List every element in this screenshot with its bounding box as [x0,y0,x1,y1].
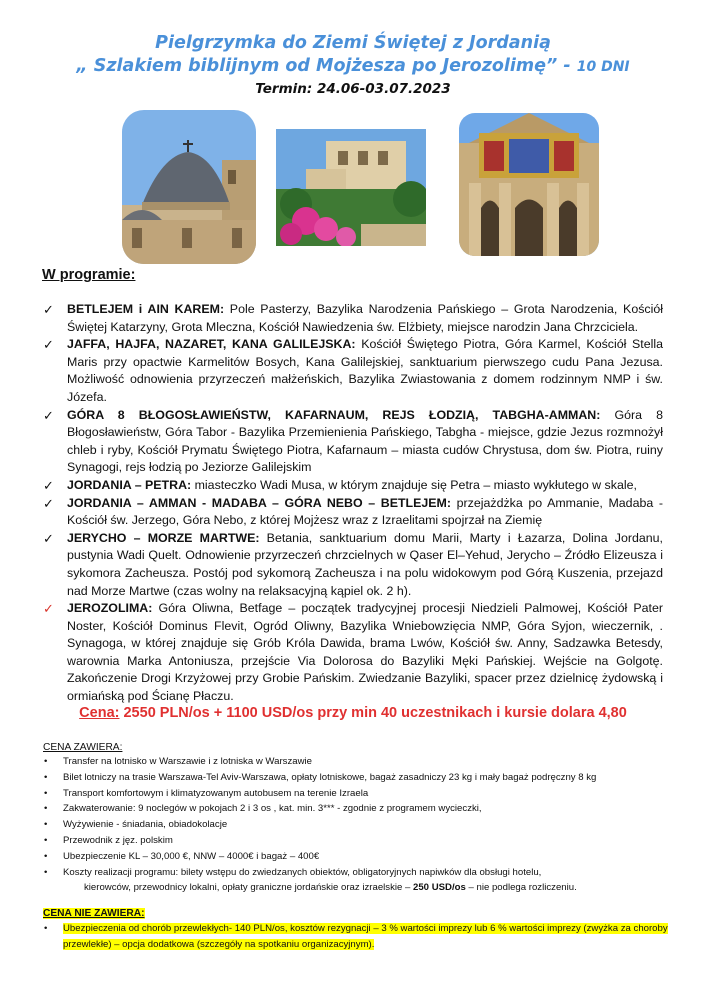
program-item-place: GÓRA 8 BŁOGOSŁAWIEŃSTW, KAFARNAUM, REJS ŁODZIĄ, TABGHA-AMMAN: [67,407,601,422]
program-item-place: JERYCHO – MORZE MARTWE: [67,530,260,545]
list-item [43,865,683,897]
program-item-text: Kościół Świętego Piotra, Góra Karmel, Kościół Stella Maris przy opactwie Karmelitów Bosych, Kana Galilejskiej, sanktuarium pierwszego cudu Pana Jezusa. Możliwość odnowienia przyrzeczeń małżeńskich, Bazylika Zwiastowania z domem rodzinnym NMP i św. Józefa. [67,337,664,404]
program-item [43,477,663,495]
list-item [43,770,683,786]
includes-heading: CENA ZAWIERA: [43,742,123,753]
program-item-text: Góra Oliwna, Betfage – początek tradycyjnej procesji Niedzieli Palmowej, Kościół Pater Noster, Kościół Dominus Flevit, Ogród Oliwny, Bazylika Wniebowzięcia NMP, Góra Syjon, wieczernik, . Synagoga, w której znajduje się Grób Króla Dawida, brama Lwów, Kościół św. Anny, Sadzawka Betesdy, warownia Marka Antoniusza, przejście Via Dolorosa do Bazyliki Męki Pańskiej. Wejście na Golgotę. Zakończenie Drogi Krzyżowej przy Grobie Pańskim. Zwiedzanie Bazyliki, spacer przez dzielnicę żydowską i ormiańską pod Ścianę Płaczu. [67,601,663,704]
list-item-text: Transport komfortowym i klimatyzowanym autobusem na terenie Izraela [63,787,369,799]
list-item-bold: 250 USD/os [413,882,466,894]
bullet-icon: • [44,834,48,846]
red-checkmark-icon: ✓ [43,601,54,617]
list-item [43,921,683,953]
checkmark-icon: ✓ [43,530,54,546]
excludes-list [43,921,683,953]
list-item [43,817,683,833]
program-item-text: Pole Pasterzy, Bazylika Narodzenia Pańskiego – Grota Narodzenia, Kościół Świętej Katarzyny, Grota Mleczna, Kościół Nawiedzenia św. Elżbiety, miejsce narodzin Jana Chrzciciela. [67,302,663,334]
list-item [43,754,683,770]
bullet-icon: • [44,771,48,783]
program-list [43,301,663,706]
program-item-text: miasteczko Wadi Musa, w którym znajduje się Petra – miasto wykłutego w skale, [191,477,637,492]
price-line [0,705,706,721]
list-item [43,786,683,802]
list-item-text: Koszty realizacji programu: bilety wstępu do zwiedzanych obiektów, obligatoryjnych napiwków dla obsługi hotelu, [63,866,542,878]
bullet-icon: • [44,923,48,934]
document-title: Pielgrzymka do Ziemi Świętej z Jordanią [155,33,551,53]
list-item-text: kierowców, przewodnicy lokalni, opłaty graniczne jordańskie oraz izraelskie – [84,882,414,894]
bullet-icon: • [44,756,48,767]
bullet-icon: • [44,866,48,878]
photo-church-domes [122,110,256,264]
list-item-text: Ubezpieczenia od chorób przewlekłych- 140 PLN/os, kosztów rezygnacji – 3 % wartości imprezy lub 6 % wartości imprezy (zwyżka za choroby przewlekłe) – opcja dodatkowa (szczegóły na spotkaniu organizacyjnym). [63,923,668,950]
program-item [43,495,663,530]
photo-garden-flowers [276,129,426,246]
checkmark-icon: ✓ [43,407,54,423]
checkmark-icon: ✓ [43,337,54,353]
list-item [43,833,683,849]
list-item-text: Zakwaterowanie: 9 noclegów w pokojach 2 i 3 os , kat. min. 3*** - zgodnie z programem wycieczki, [63,803,482,815]
list-item-text: Przewodnik z jęz. polskim [63,834,173,846]
list-item-continuation [63,880,683,896]
list-item [43,801,683,817]
bullet-icon: • [44,819,48,831]
bullet-icon: • [44,803,48,815]
includes-list [43,754,683,896]
program-item-place: JORDANIA – PETRA: [67,477,192,492]
checkmark-icon: ✓ [43,302,54,317]
program-item-place: BETLEJEM i AIN KAREM: [67,302,225,316]
trip-dates: Termin: 24.06-03.07.2023 [255,81,451,97]
document-subtitle [0,56,706,76]
program-item [43,600,663,706]
program-item-place: JEROZOLIMA: [67,601,153,616]
program-heading: W programie: [42,267,136,283]
list-item [43,849,683,865]
bullet-icon: • [44,850,48,862]
subtitle-text: „ Szlakiem biblijnym od Mojżesza po Jerozolimę” - [76,56,571,76]
program-item [43,301,663,336]
program-item [43,336,663,406]
bullet-icon: • [44,787,48,799]
program-item-place: JORDANIA – AMMAN - MADABA – GÓRA NEBO – BETLEJEM: [67,495,451,510]
price-label: Cena: [79,705,120,721]
program-item-text: Betania, sanktuarium domu Marii, Marty i Łazarza, Dolina Jordanu, pustynia Wadi Quelt. Odnowienie przyrzeczeń chrzcielnych w Qaser El–Yehud, Jerycho – Źródło Elizeusza i sykomora Zacheusza. Postój pod sykomorą Zacheusza i na polu widokowym pod Górą Kuszenia, przejazd nad Morze Martwe (czas wolny na relaksacyjną kąpiel ok. 2 h). [67,530,663,598]
photo-basilica-mosaic [459,113,599,256]
list-item-text: Transfer na lotnisko w Warszawie i z lotniska w Warszawie [63,756,312,767]
program-item-text: przejażdżka po Ammanie, Madaba - Kościół św. Jerzego, Góra Nebo, z której Mojżesz wraz z Izraelitami spojrzał na Ziemię [67,495,663,528]
list-item-text: Wyżywienie - śniadania, obiadokolacje [63,819,228,831]
program-item-text: Góra 8 Błogosławieństw, Góra Tabor - Bazylika Przemienienia Pańskiego, Tabgha - miejsce, gdzie Jezus rozmnożył chleb i ryby, Kościół Prymatu Świętego Piotra, Kafarnaum – miasta cudów Chrystusa, dom św. Piotra, ruiny Synagogi, rejs łodzią po Jeziorze Galilejskim [67,407,664,475]
list-item-text: – nie podlega rozliczeniu. [465,882,577,894]
list-item-text: Bilet lotniczy na trasie Warszawa-Tel Aviv-Warszawa, opłaty lotniskowe, bagaż zasadniczy 23 kg i mały bagaż podręczny 8 kg [63,771,597,783]
checkmark-icon: ✓ [43,495,54,511]
duration: 10 DNI [576,59,630,75]
list-item-text: Ubezpieczenie KL – 30,000 €, NNW – 4000€ i bagaż – 400€ [63,850,320,862]
excludes-heading: CENA NIE ZAWIERA: [43,908,145,919]
program-item-place: JAFFA, HAJFA, NAZARET, KANA GALILEJSKA: [67,337,356,352]
program-item [43,530,663,600]
price-text: 2550 PLN/os + 1100 USD/os przy min 40 uczestnikach i kursie dolara 4,80 [119,705,627,721]
program-item [43,407,663,477]
checkmark-icon: ✓ [43,477,54,493]
